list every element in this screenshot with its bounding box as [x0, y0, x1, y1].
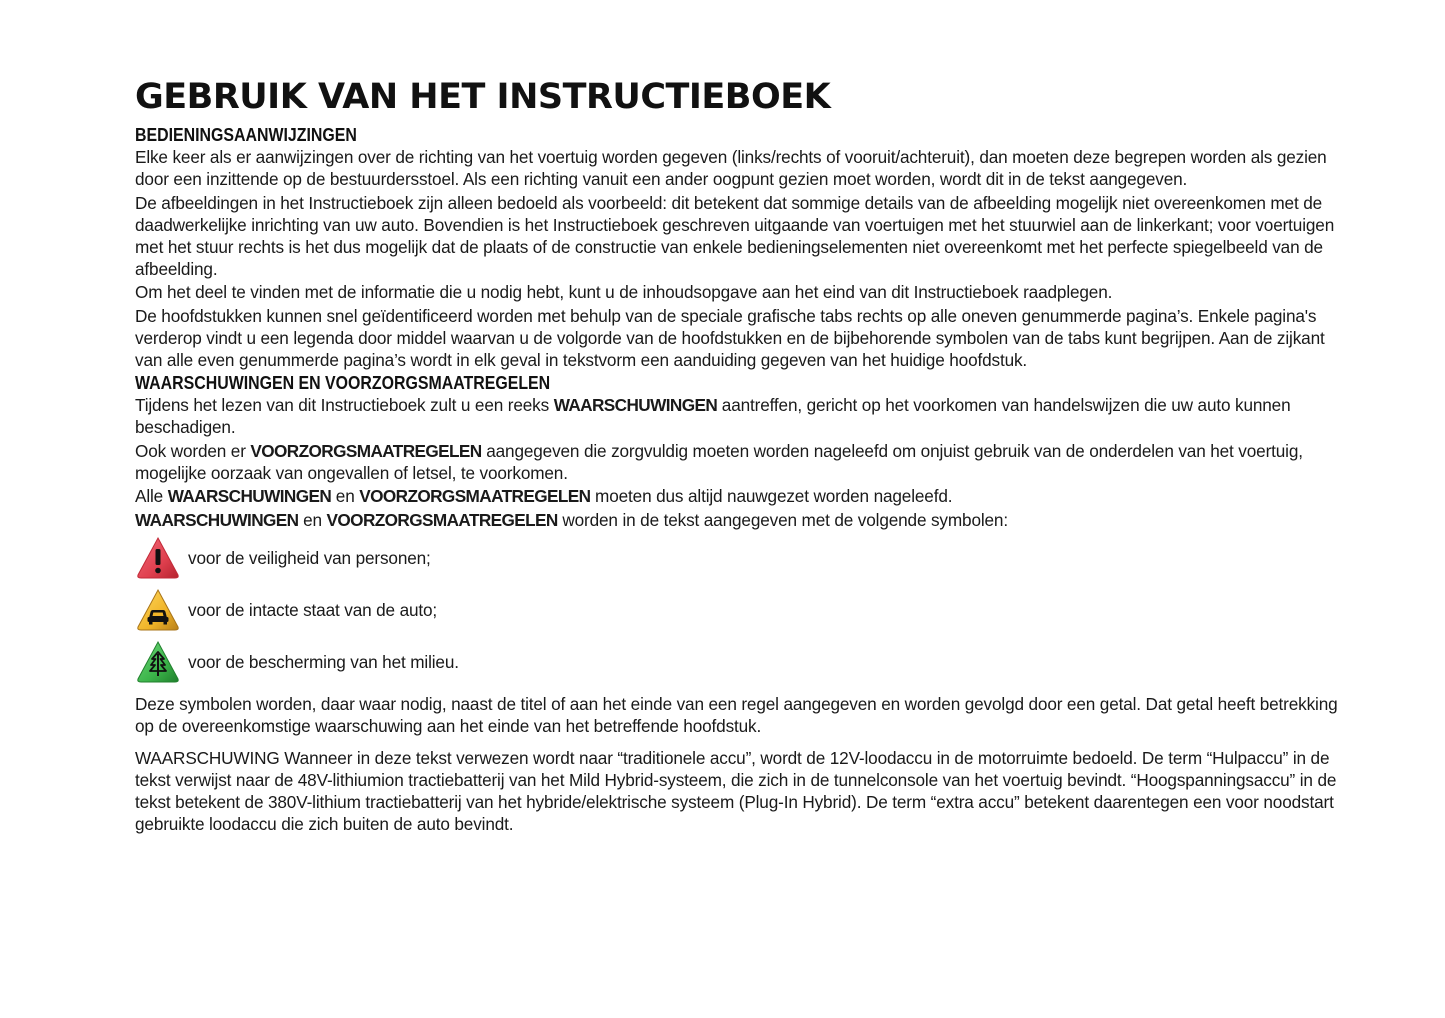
warning-exclamation-icon: [135, 535, 181, 581]
paragraph-directions: Elke keer als er aanwijzingen over de richting van het voertuig worden gegeven (links/rechts of vooruit/achteruit), dan moeten deze begrepen worden als gezien door een inzittende op de bestuurdersstoel. Als een richting vanuit een ander oogpunt gezien moet worden, wordt dit in de tekst aangegeven.: [135, 147, 1327, 189]
text: aantreffen, gericht op het voorkomen van handelswijzen die uw auto kunnen beschadigen.: [135, 395, 1291, 437]
text: Ook worden er: [135, 440, 251, 461]
manual-page: [135, 76, 1345, 836]
symbol-row-vehicle-integrity: [135, 584, 1345, 636]
emphasis-precautions: VOORZORGSMAATREGELEN: [250, 440, 482, 461]
paragraph-battery-warning: WAARSCHUWING Wanneer in deze tekst verwezen wordt naar “traditionele accu”, wordt de 12V-loodaccu in de motorruimte bedoeld. De term “Hulpaccu” in de tekst verwijst naar de 48V-lithiumion tractiebatterij van het Mild Hybrid-systeem, die zich in de tunnelconsole van het voertuig bevindt. “Hoogspanningsaccu” in de tekst betekent de 380V-lithium tractiebatterij van het hybride/elektrische systeem (Plug-In Hybrid). De term “extra accu” betekent daarentegen een voor noodstart gebruikte loodaccu die zich buiten de auto bevindt.: [135, 747, 1337, 834]
text: Tijdens het lezen van dit Instructieboek zult u een reeks: [135, 395, 554, 415]
symbol-label: voor de intacte staat van de auto;: [188, 600, 438, 620]
car-warning-icon: [135, 587, 181, 633]
paragraph-chapter-tabs: De hoofdstukken kunnen snel geïdentificeerd worden met behulp van de speciale grafische tabs rechts op alle oneven genummerde pagina’s. Enkele pagina's verderop vindt u een legenda door middel waarvan u de volgorde van de hoofdstukken en de bijbehorende symbolen van de tabs kunt begrijpen. Aan de zijkant van alle even genummerde pagina’s wordt in elk geval in tekstvorm een aanduiding gegeven van het huidige hoofdstuk.: [135, 305, 1325, 370]
text: en: [298, 509, 327, 530]
emphasis-warnings: WAARSCHUWINGEN: [135, 509, 299, 530]
paragraph-symbol-usage: Deze symbolen worden, daar waar nodig, naast de titel of aan het einde van een regel aangegeven en worden gevolgd door een getal. Dat getal heeft betrekking op de overeenkomstige waarschuwing aan het einde van het betreffende hoofdstuk.: [135, 694, 1338, 736]
emphasis-warnings: WAARSCHUWINGEN: [553, 395, 718, 415]
text: en: [331, 486, 360, 506]
paragraph-symbols-intro: [135, 509, 1345, 531]
section-heading-waarschuwingen: WAARSCHUWINGEN EN VOORZORGSMAATREGELEN: [135, 372, 551, 393]
text: worden in de tekst aangegeven met de volgende symbolen:: [557, 509, 1008, 530]
paragraph-table-of-contents: Om het deel te vinden met de informatie die u nodig hebt, kunt u de inhoudsopgave aan het eind van dit Instructieboek raadplegen.: [135, 282, 1113, 302]
symbol-row-environment: [135, 636, 1345, 688]
emphasis-precautions: VOORZORGSMAATREGELEN: [326, 509, 558, 530]
emphasis-warnings: WAARSCHUWINGEN: [167, 486, 332, 506]
section-heading-bedieningsaanwijzingen: BEDIENINGSAANWIJZINGEN: [135, 124, 357, 145]
symbol-list: [135, 532, 1345, 688]
paragraph-precautions-intro: [135, 440, 1345, 484]
paragraph-warnings-intro: [135, 394, 1345, 438]
emphasis-precautions: VOORZORGSMAATREGELEN: [359, 486, 591, 506]
page-title: GEBRUIK VAN HET INSTRUCTIEBOEK: [135, 77, 831, 117]
text: aangegeven die zorgvuldig moeten worden nageleefd om onjuist gebruik van de onderdelen van het voertuig, mogelijke oorzaak van ongevallen of letsel, te voorkomen.: [135, 440, 1303, 483]
text: Alle: [135, 486, 168, 506]
symbol-label: voor de bescherming van het milieu.: [188, 652, 459, 672]
symbol-label: voor de veiligheid van personen;: [188, 548, 431, 568]
text: moeten dus altijd nauwgezet worden nageleefd.: [590, 486, 953, 506]
symbol-row-personal-safety: [135, 532, 1345, 584]
paragraph-always-observe: [135, 485, 1345, 507]
paragraph-illustrations: De afbeeldingen in het Instructieboek zijn alleen bedoeld als voorbeeld: dit betekent dat sommige details van de afbeelding mogelijk niet overeenkomen met de daadwerkelijke inrichting van uw auto. Bovendien is het Instructieboek geschreven uitgaande van voertuigen met het stuurwiel aan de linkerkant; voor voertuigen met het stuur rechts is het dus mogelijk dat de plaats of de constructie van enkele bedieningselementen niet overeenkomt met het perfecte spiegelbeeld van de afbeelding.: [135, 192, 1335, 279]
tree-environment-icon: [135, 639, 181, 685]
